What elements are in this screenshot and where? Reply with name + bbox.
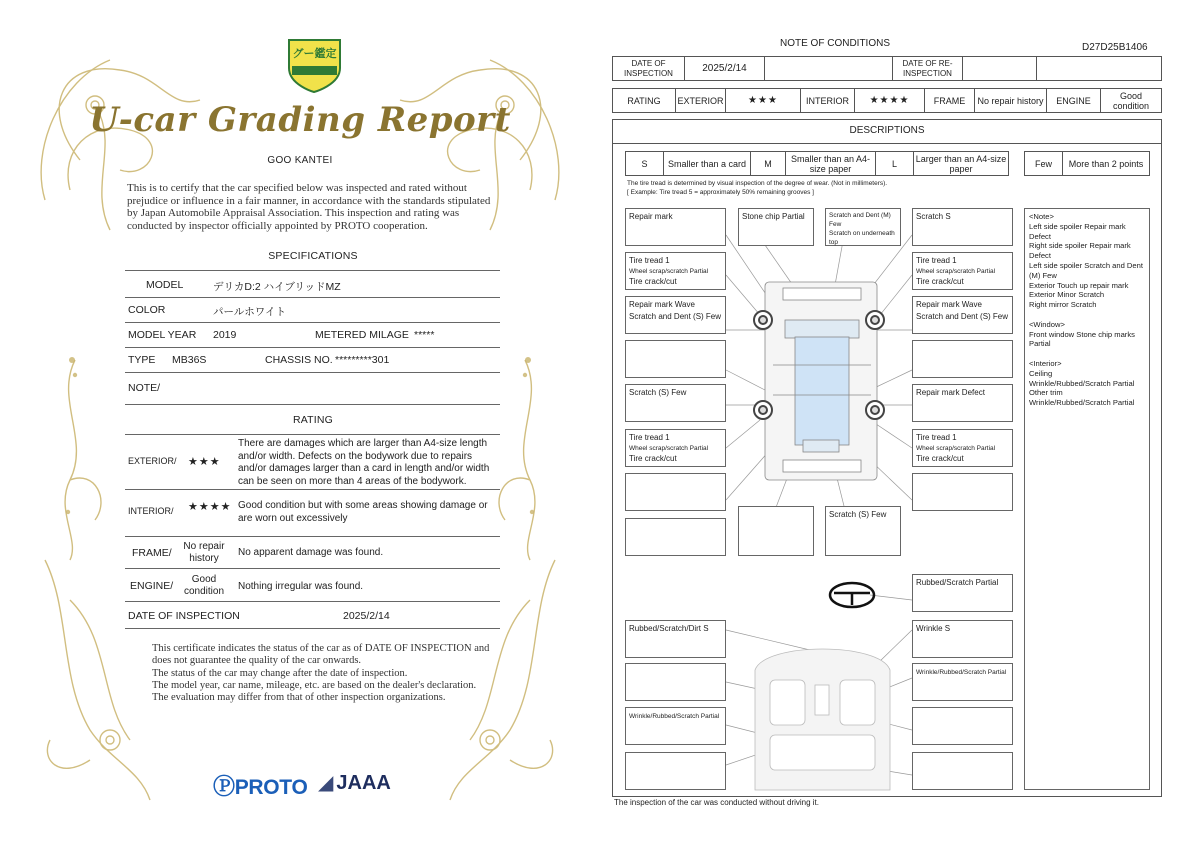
note-text: Tire crack/cut xyxy=(629,276,677,286)
note-text: Repair mark Wave xyxy=(629,300,695,309)
divider xyxy=(125,322,500,323)
divider xyxy=(125,270,500,271)
divider xyxy=(125,347,500,348)
divider xyxy=(125,568,500,569)
note-wrinkle-left xyxy=(625,707,726,745)
note-tire-rear-right xyxy=(912,429,1013,467)
note-text: Wheel scrap/scratch Partial xyxy=(916,267,996,275)
legend-few-desc: More than 2 points xyxy=(1068,158,1144,169)
note-text: Repair mark Wave xyxy=(916,300,982,309)
note-text: Rubbed/Scratch Partial xyxy=(916,578,999,587)
date-row xyxy=(612,56,1162,81)
jaaa-logo xyxy=(318,770,391,795)
engine-label: ENGINE xyxy=(1047,89,1101,112)
badge-label: グー鑑定 xyxy=(292,48,337,60)
rating-heading: RATING xyxy=(292,414,334,426)
rating-label: RATING xyxy=(613,89,676,112)
note-text: Tire crack/cut xyxy=(916,276,964,286)
certificate-disclaimer xyxy=(152,643,492,704)
note-repair-mark xyxy=(625,208,726,246)
note-text: Wrinkle/Rubbed/Scratch Partial xyxy=(629,713,720,720)
interior-stars: ★★★★ xyxy=(188,501,232,513)
note-text: Wheel scrap/scratch Partial xyxy=(916,444,996,452)
divider xyxy=(125,601,500,602)
model-value: デリカD:2 ハイブリッドMZ xyxy=(213,281,341,293)
disclaimer-line: The evaluation may differ from that of other inspection organizations. xyxy=(152,692,446,704)
exterior-description: There are damages which are larger than A4-size length and/or width. Defects on the bodywork due to repairs and/or damages larger than a card in length and/or width can be seen on more than 4 areas of the bodywork. xyxy=(238,438,490,487)
model-year-value: 2019 xyxy=(213,329,237,341)
legend-few: Few xyxy=(1025,152,1063,175)
note-empty xyxy=(625,518,726,556)
note-tire-rear-left xyxy=(625,429,726,467)
interior-label: INTERIOR xyxy=(801,89,855,112)
note-repair-defect xyxy=(912,384,1013,422)
note-empty xyxy=(625,752,726,790)
divider xyxy=(125,434,500,435)
note-empty xyxy=(625,340,726,378)
note-text: Tire tread 1 xyxy=(916,433,957,442)
proto-logo-mark: Ⓟ xyxy=(213,774,235,799)
metered-milage-label: METERED MILAGE xyxy=(315,329,409,341)
interior-stars: ★★★★ xyxy=(855,89,925,112)
frame-value: No repair history xyxy=(183,541,225,564)
additional-notes: <Note> Left side spoiler Repair mark Defect Right side spoiler Repair mark Defect Left side spoiler Scratch and Dent (M) Few Exterior Touch up repair mark Exterior Minor Scratch Right mirror Scratch <Window> Front window Stone chip marks Partial <Interior> Ceiling Wrinkle/Rubbed/Scratch Partial Other trim Wrinkle/Rubbed/Scratch Partial xyxy=(1024,208,1150,790)
note-text: Wrinkle/Rubbed/Scratch Partial xyxy=(916,669,1007,676)
type-value: MB36S xyxy=(172,354,207,366)
note-text: Wheel scrap/scratch Partial xyxy=(629,267,709,275)
note-text: Wrinkle S xyxy=(916,624,951,633)
color-value: パールホワイト xyxy=(213,306,286,318)
jaaa-logo-text: JAAA xyxy=(336,772,391,794)
descriptions-heading: DESCRIPTIONS xyxy=(849,125,925,136)
type-label: TYPE xyxy=(128,354,156,366)
note-of-conditions xyxy=(605,30,1170,820)
legend-s-desc: Smaller than a card xyxy=(664,152,751,175)
engine-description: Nothing irregular was found. xyxy=(238,581,364,592)
empty-cell xyxy=(963,57,1037,80)
conditions-title: NOTE OF CONDITIONS xyxy=(780,38,890,49)
note-text: Tire crack/cut xyxy=(916,453,964,463)
note-empty xyxy=(912,707,1013,745)
note-text: Scratch and Dent (M) Few xyxy=(829,212,891,228)
tire-example-note: [ Example: Tire tread 5 = approximately 50% remaining grooves ] xyxy=(627,189,814,196)
note-text: Tire crack/cut xyxy=(629,453,677,463)
note-text: Tire tread 1 xyxy=(629,256,670,265)
note-text: Repair mark xyxy=(629,212,673,221)
note-text: Scratch S xyxy=(916,212,951,221)
legend-s: S xyxy=(626,152,664,175)
legend-l-desc: Larger than an A4-size paper xyxy=(915,153,1007,174)
specifications-heading: SPECIFICATIONS xyxy=(268,250,358,262)
size-legend xyxy=(625,151,1009,176)
tire-note: The tire tread is determined by visual inspection of the degree of wear. (Not in millimeters). xyxy=(627,180,888,187)
frame-value: No repair history xyxy=(975,89,1047,112)
proto-logo xyxy=(213,770,308,801)
legend-l: L xyxy=(876,152,914,175)
date-of-inspection-label: DATE OF INSPECTION xyxy=(613,57,685,80)
note-subtext: Scratch on underneath top xyxy=(829,230,895,246)
note-interior-dirt xyxy=(625,620,726,658)
engine-value: Good condition xyxy=(1112,90,1150,111)
note-text: Repair mark Defect xyxy=(916,388,985,397)
model-year-label: MODEL YEAR xyxy=(128,329,197,341)
disclaimer-line: The model year, car name, mileage, etc. are based on the dealer's declaration. xyxy=(152,679,477,691)
disclaimer-line: This certificate indicates the status of the car as of DATE OF INSPECTION and does not guarantee the quality of the car onwards. xyxy=(152,643,490,667)
report-title: U-car Grading Report xyxy=(89,100,511,140)
chassis-value: *********301 xyxy=(335,354,390,366)
note-empty xyxy=(738,506,814,556)
interior-description: Good condition but with some areas showing damage or are worn out excessively xyxy=(238,500,488,524)
proto-logo-text: PROTO xyxy=(234,776,308,799)
note-text: Wheel scrap/scratch Partial xyxy=(629,444,709,452)
engine-value: Good condition xyxy=(183,574,225,597)
note-scratch-s xyxy=(912,208,1013,246)
exterior-stars: ★★★ xyxy=(726,89,801,112)
note-scratch-s-few xyxy=(625,384,726,422)
note-text: Tire tread 1 xyxy=(916,256,957,265)
frame-label: FRAME/ xyxy=(132,547,172,559)
disclaimer-line: The status of the car may change after the date of inspection. xyxy=(152,667,408,679)
rating-row xyxy=(612,88,1162,113)
few-legend xyxy=(1024,151,1150,176)
note-steering xyxy=(912,574,1013,612)
empty-cell xyxy=(765,57,893,80)
divider xyxy=(125,404,500,405)
note-tire-front-right xyxy=(912,252,1013,290)
date-of-inspection-value: 2025/2/14 xyxy=(343,610,390,622)
divider xyxy=(125,489,500,490)
note-wrinkle-s xyxy=(912,620,1013,658)
note-stone-chip xyxy=(738,208,814,246)
report-id: D27D25B1406 xyxy=(1082,42,1148,53)
note-label: NOTE/ xyxy=(128,382,161,394)
note-text: Scratch and Dent (S) Few xyxy=(629,311,722,321)
divider xyxy=(125,372,500,373)
empty-cell xyxy=(1037,57,1161,80)
metered-milage-value: ***** xyxy=(414,329,435,341)
divider xyxy=(125,536,500,537)
exterior-label: EXTERIOR/ xyxy=(128,456,177,466)
divider xyxy=(125,628,500,629)
frame-label: FRAME xyxy=(925,89,975,112)
report-organization: GOO KANTEI xyxy=(267,155,333,166)
conditions-footer: The inspection of the car was conducted without driving it. xyxy=(614,798,819,807)
note-text: Scratch (S) Few xyxy=(629,388,687,397)
note-text: Scratch (S) Few xyxy=(829,510,887,519)
exterior-stars: ★★★ xyxy=(188,456,221,468)
note-empty xyxy=(912,340,1013,378)
note-text: Stone chip Partial xyxy=(742,212,805,221)
note-wrinkle-right xyxy=(912,663,1013,701)
date-of-reinspection-label: DATE OF RE-INSPECTION xyxy=(893,57,963,80)
note-dent-few xyxy=(825,208,901,246)
model-label: MODEL xyxy=(146,279,184,291)
note-empty xyxy=(625,663,726,701)
interior-label: INTERIOR/ xyxy=(128,506,174,516)
exterior-label: EXTERIOR xyxy=(676,89,726,112)
note-text: Scratch and Dent (S) Few xyxy=(916,311,1009,321)
color-label: COLOR xyxy=(128,304,166,316)
engine-label: ENGINE/ xyxy=(130,580,174,592)
frame-description: No apparent damage was found. xyxy=(238,547,384,558)
note-empty xyxy=(912,752,1013,790)
jaaa-logo-mark: ◢ xyxy=(318,772,334,794)
note-scratch-s-few-rear xyxy=(825,506,901,556)
note-text: Rubbed/Scratch/Dirt S xyxy=(629,624,709,633)
date-of-inspection-value: 2025/2/14 xyxy=(685,57,765,80)
divider xyxy=(612,143,1162,144)
certification-statement: This is to certify that the car specified below was inspected and rated without prejudice or influence in a fair manner, in accordance with the standards stipulated by Japan Automobile Appraisal Association. This inspection and rating was conducted by inspector officially appointed by PROTO cooperation. xyxy=(127,182,491,232)
note-text: Tire tread 1 xyxy=(629,433,670,442)
note-wave-left xyxy=(625,296,726,334)
note-tire-front-left xyxy=(625,252,726,290)
legend-m-desc: Smaller than an A4-size paper xyxy=(786,152,876,175)
chassis-label: CHASSIS NO. xyxy=(265,354,333,366)
divider xyxy=(125,297,500,298)
note-empty xyxy=(912,473,1013,511)
date-of-inspection-label: DATE OF INSPECTION xyxy=(128,610,240,622)
note-wave-right xyxy=(912,296,1013,334)
note-empty xyxy=(625,473,726,511)
legend-m: M xyxy=(751,152,786,175)
